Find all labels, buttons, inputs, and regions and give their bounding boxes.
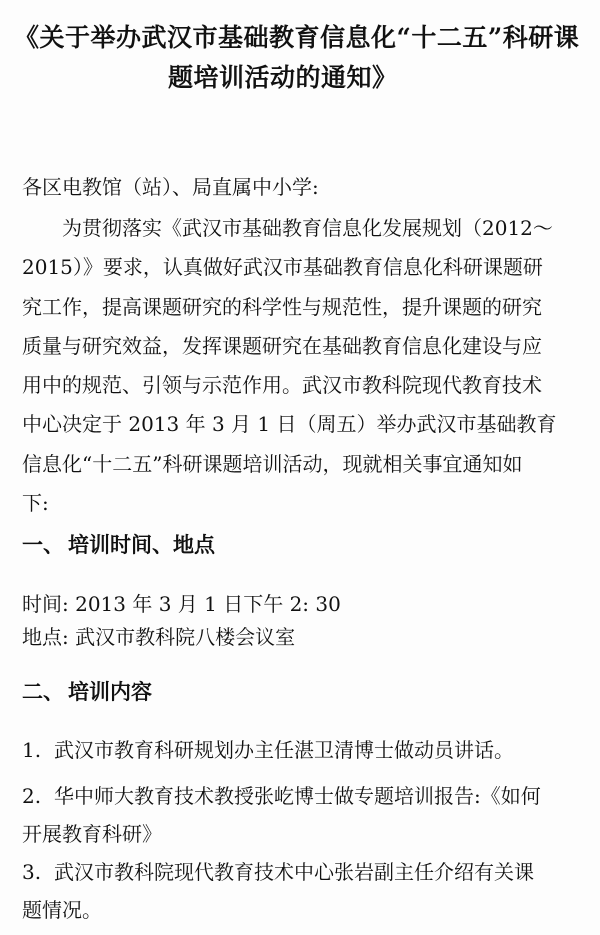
section-number: 一、 xyxy=(22,532,64,557)
body-line: 信息化“十二五”科研课题培训活动，现就相关事宜通知如 xyxy=(22,451,523,476)
training-time: 时间: 2013 年 3 月 1 日下午 2: 30 xyxy=(22,592,341,616)
section-heading-text: 培训内容 xyxy=(68,679,152,704)
list-item-number: 3. xyxy=(22,860,42,884)
list-item-text-continued: 开展教育科研》 xyxy=(22,822,162,846)
body-paragraph xyxy=(22,209,588,523)
section-heading-text: 培训时间、地点 xyxy=(68,532,215,557)
list-item xyxy=(22,853,588,929)
training-place: 地点: 武汉市教科院八楼会议室 xyxy=(22,625,296,649)
title-line-2: 题培训活动的通知》 xyxy=(168,63,398,92)
list-item-number: 1. xyxy=(22,738,42,762)
document-title xyxy=(14,18,594,98)
section-heading-time-place xyxy=(22,530,215,560)
body-line: 2015）》要求，认真做好武汉市基础教育信息化科研课题研 xyxy=(22,255,543,280)
body-line: 为贯彻落实《武汉市基础教育信息化发展规划（2012～ xyxy=(22,216,553,240)
section-heading-content xyxy=(22,677,152,707)
list-item-text: 武汉市教科院现代教育技术中心张岩副主任介绍有关课 xyxy=(54,860,534,884)
body-line: 用中的规范、引领与示范作用。武汉市教科院现代教育技术 xyxy=(22,373,542,398)
section-number: 二、 xyxy=(22,679,64,704)
list-item-text-continued: 题情况。 xyxy=(22,898,102,922)
list-item-text: 武汉市教育科研规划办主任湛卫清博士做动员讲话。 xyxy=(54,738,514,762)
title-line-1: 《关于举办武汉市基础教育信息化“十二五”科研课 xyxy=(14,23,580,52)
body-line: 究工作，提高课题研究的科学性与规范性，提升课题的研究 xyxy=(22,294,542,319)
body-line: 中心决定于 2013 年 3 月 1 日（周五）举办武汉市基础教育 xyxy=(22,412,557,437)
list-item-text: 华中师大教育技术教授张屹博士做专题培训报告:《如何 xyxy=(54,784,541,808)
list-item xyxy=(22,777,588,853)
salutation: 各区电教馆（站）、局直属中小学: xyxy=(22,175,319,199)
list-item-number: 2. xyxy=(22,784,42,808)
body-line: 下: xyxy=(22,491,49,516)
list-item xyxy=(22,731,588,769)
body-line: 质量与研究效益，发挥课题研究在基础教育信息化建设与应 xyxy=(22,333,542,358)
